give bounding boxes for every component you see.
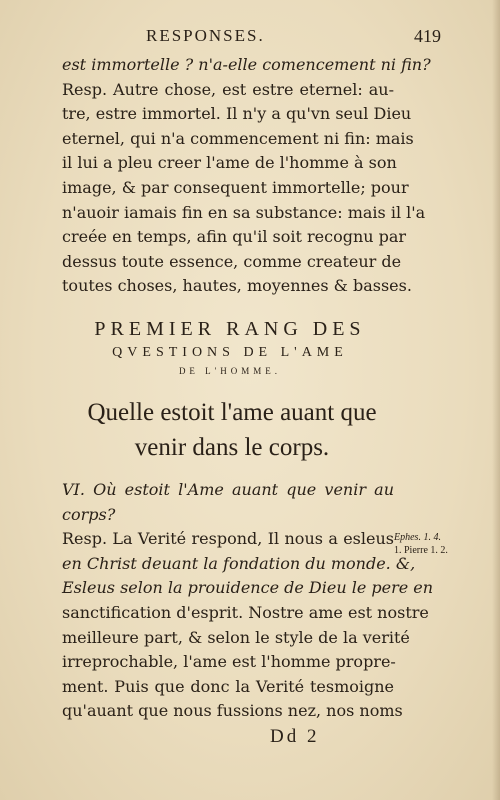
question-title: [40, 395, 424, 465]
text-line: Resp. La Verité respond, Il nous a esleus: [62, 529, 394, 549]
margin-note: 1. Pierre 1. 2.: [394, 545, 448, 556]
text-line: meilleure part, & selon le style de la verité: [62, 627, 410, 647]
signature-mark: Dd 2: [270, 726, 320, 747]
text-line: corps?: [62, 504, 116, 524]
section-subheading: QVESTIONS DE L'AME: [112, 345, 348, 360]
text-line: VI. Où estoit l'Ame auant que venir au: [62, 480, 394, 499]
question-title-line: venir dans le corps.: [134, 434, 330, 461]
text-line: Resp. Autre chose, est estre eternel: au-: [62, 79, 394, 99]
running-title: RESPONSES.: [146, 26, 265, 45]
text-line: creée en temps, afin qu'il soit recognu par: [62, 227, 407, 247]
text-line: qu'auant que nous fussions nez, nos noms: [62, 701, 403, 721]
question-title-line: Quelle estoit l'ame auant que: [87, 399, 377, 426]
text-line: ment. Puis que donc la Verité tesmoigne: [62, 676, 394, 696]
text-line: Esleus selon la prouidence de Dieu le pere en: [62, 578, 434, 598]
text-line: n'auoir iamais fin en sa substance: mais il l'a: [62, 202, 426, 222]
text-line: tre, estre immortel. Il n'y a qu'vn seul Dieu: [62, 104, 412, 124]
running-head: [0, 26, 500, 50]
page-number: 419: [414, 26, 441, 46]
text-line: image, & par consequent immortelle; pour: [62, 177, 409, 197]
text-line: irreprochable, l'ame est l'homme propre-: [62, 652, 396, 672]
text-line: toutes choses, hautes, moyennes & basses.: [62, 276, 412, 296]
margin-note: Ephes. 1. 4.: [394, 532, 441, 543]
text-line: eternel, qui n'a commencement ni fin: mais: [62, 128, 414, 148]
section-subheading-small: DE L'HOMME.: [178, 366, 282, 376]
text-line: en Christ deuant la fondation du monde. &,: [62, 553, 416, 573]
text-line: sanctification d'esprit. Nostre ame est nostre: [62, 602, 429, 622]
text-line: il lui a pleu creer l'ame de l'homme à son: [62, 153, 397, 173]
section-heading: PREMIER RANG DES: [94, 318, 366, 340]
text-line: dessus toute essence, comme createur de: [62, 251, 402, 271]
paragraph-continuation: [62, 53, 431, 299]
text-line: est immortelle ? n'a-elle comencement ni fin?: [62, 55, 431, 74]
page-edge-shadow: [492, 0, 500, 800]
